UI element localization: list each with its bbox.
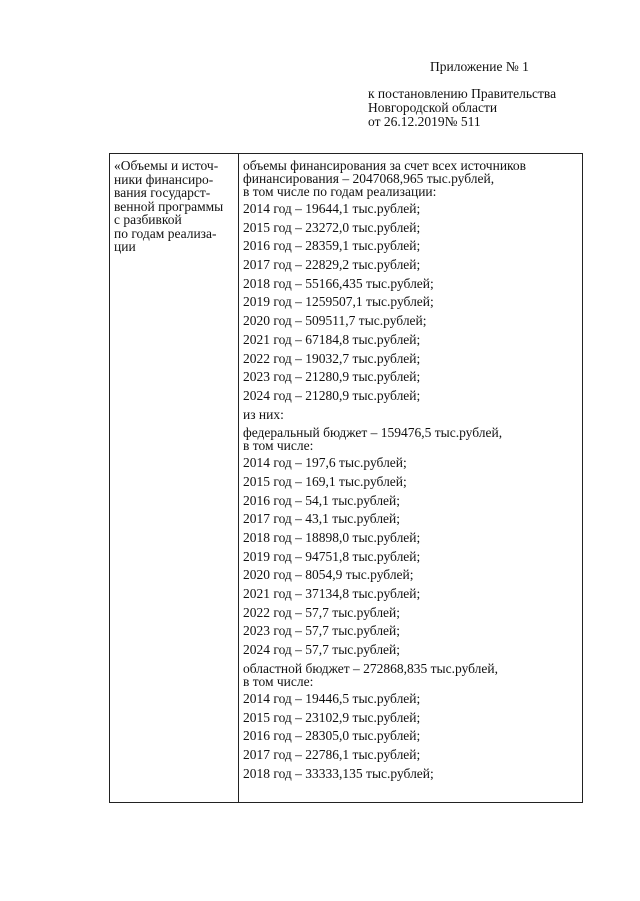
- federal-year-row: 2023 год – 57,7 тыс.рублей;: [243, 623, 401, 639]
- total-year-row: 2020 год – 509511,7 тыс.рублей;: [243, 313, 427, 329]
- total-year-row: 2017 год – 22829,2 тыс.рублей;: [243, 257, 421, 273]
- total-year-row: 2022 год – 19032,7 тыс.рублей;: [243, 350, 421, 366]
- column-divider: [238, 154, 239, 802]
- federal-year-row: 2020 год – 8054,9 тыс.рублей;: [243, 567, 414, 583]
- federal-budget-intro: [243, 426, 578, 452]
- federal-year-row: 2016 год – 54,1 тыс.рублей;: [243, 492, 401, 508]
- financing-values-cell: [243, 159, 578, 785]
- federal-year-row: 2019 год – 94751,8 тыс.рублей;: [243, 548, 421, 564]
- label-line: ции: [114, 239, 136, 254]
- federal-intro-line: в том числе:: [243, 438, 314, 454]
- total-year-row: 2015 год – 23272,0 тыс.рублей;: [243, 219, 421, 235]
- regional-year-row: 2018 год – 33333,135 тыс.рублей;: [243, 765, 434, 781]
- total-intro-line: в том числе по годам реализации:: [243, 184, 437, 199]
- federal-year-row: 2024 год – 57,7 тыс.рублей;: [243, 642, 401, 658]
- federal-intro-line: федеральный бюджет – 159476,5 тыс.рублей,: [243, 425, 503, 441]
- region-line: Новгородской области: [368, 100, 498, 115]
- regional-intro-line: областной бюджет – 272868,835 тыс.рублей,: [243, 660, 498, 676]
- regional-year-row: 2015 год – 23102,9 тыс.рублей;: [243, 709, 421, 725]
- federal-year-row: 2014 год – 197,6 тыс.рублей;: [243, 455, 407, 471]
- total-intro-line: финансирования – 2047068,965 тыс.рублей,: [243, 171, 495, 186]
- federal-year-row: 2015 год – 169,1 тыс.рублей;: [243, 473, 407, 489]
- total-year-row: 2021 год – 67184,8 тыс.рублей;: [243, 331, 421, 347]
- resolution-line: к постановлению Правительства: [368, 86, 557, 101]
- total-year-row: 2019 год – 1259507,1 тыс.рублей;: [243, 294, 434, 310]
- label-line: с разбивкой: [114, 212, 182, 227]
- federal-year-row: 2021 год – 37134,8 тыс.рублей;: [243, 586, 421, 602]
- federal-year-row: 2018 год – 18898,0 тыс.рублей;: [243, 530, 421, 545]
- of-them-label: из них:: [243, 406, 284, 422]
- total-intro-line: объемы финансирования за счет всех источников: [243, 158, 527, 173]
- label-line: ники финансиро-: [114, 171, 214, 187]
- label-line: венной программы: [114, 198, 224, 214]
- total-year-row: 2023 год – 21280,9 тыс.рублей;: [243, 369, 421, 385]
- total-financing-intro: [243, 159, 578, 198]
- label-line: по годам реализа-: [114, 225, 217, 241]
- total-year-row: 2024 год – 21280,9 тыс.рублей;: [243, 387, 421, 403]
- federal-year-row: 2017 год – 43,1 тыс.рублей;: [243, 511, 401, 527]
- federal-year-row: 2022 год – 57,7 тыс.рублей;: [243, 604, 401, 620]
- label-line: вания государст-: [114, 185, 211, 200]
- document-header: [368, 60, 556, 129]
- financing-label-cell: [114, 159, 236, 254]
- regional-year-row: 2017 год – 22786,1 тыс.рублей;: [243, 746, 421, 762]
- regional-budget-intro: [243, 662, 578, 688]
- total-year-row: 2016 год – 28359,1 тыс.рублей;: [243, 238, 421, 254]
- total-year-row: 2018 год – 55166,435 тыс.рублей;: [243, 275, 434, 291]
- appendix-title: Приложение № 1: [430, 59, 529, 74]
- label-line: «Объемы и источ-: [114, 158, 219, 173]
- regional-intro-line: в том числе:: [243, 673, 314, 689]
- regional-year-row: 2016 год – 28305,0 тыс.рублей;: [243, 728, 421, 744]
- financing-table: [109, 153, 583, 803]
- total-year-row: 2014 год – 19644,1 тыс.рублей;: [243, 201, 421, 216]
- regional-year-row: 2014 год – 19446,5 тыс.рублей;: [243, 690, 421, 706]
- date-number-line: от 26.12.2019№ 511: [368, 114, 481, 129]
